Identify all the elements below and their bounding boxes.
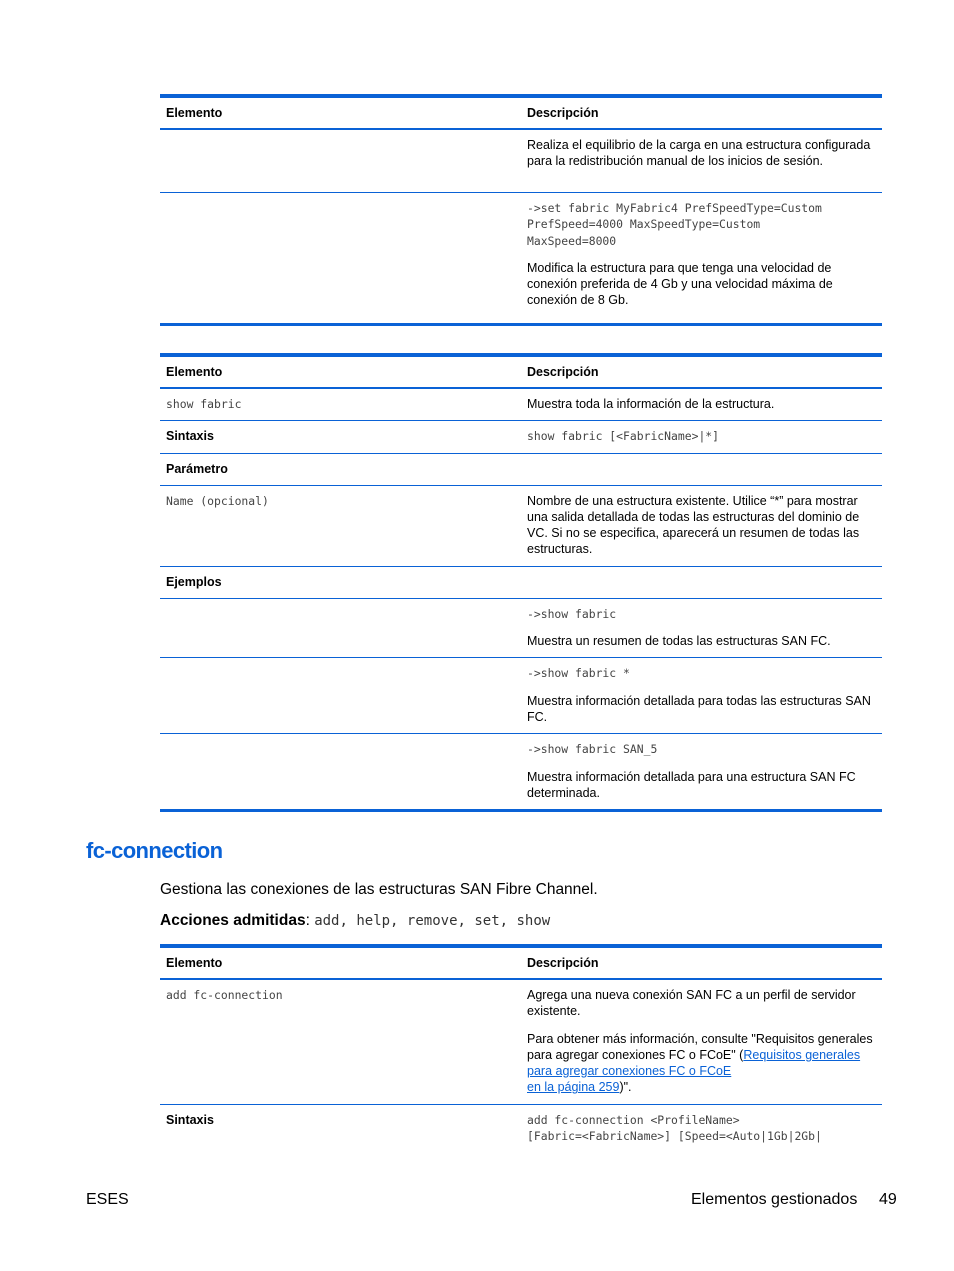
- example-description: Modifica la estructura para que tenga una velocidad de conexión preferida de 4 Gb y una velocidad máxima de conexión de 8 Gb.: [527, 260, 833, 308]
- footer-locale: ESES: [86, 1191, 129, 1208]
- examples-label: Ejemplos: [166, 574, 222, 589]
- table-row: [160, 980, 882, 1105]
- table-row: [160, 567, 882, 599]
- example-description: Muestra información detallada para todas las estructuras SAN FC.: [527, 693, 871, 724]
- item-description: Muestra toda la información de la estructura.: [527, 397, 775, 411]
- table-row: [160, 599, 882, 659]
- command-example: ->show fabric: [527, 606, 617, 621]
- table-show-fabric: [160, 353, 882, 812]
- table-row: [160, 193, 882, 323]
- example-description: Muestra información detallada para una estructura SAN FC determinada.: [527, 769, 856, 800]
- syntax-code: show fabric [<FabricName>|*]: [527, 429, 720, 444]
- actions-list: add, help, remove, set, show: [314, 913, 551, 929]
- item-command: show fabric: [166, 397, 242, 411]
- table-row: [160, 486, 882, 567]
- parameter-name: Name (opcional): [166, 493, 269, 508]
- actions-label: Acciones admitidas: [160, 912, 306, 929]
- header-elemento: Elemento: [166, 106, 223, 120]
- section-title: fc-connection: [86, 838, 223, 863]
- item-command: add fc-connection: [166, 988, 283, 1002]
- header-elemento: Elemento: [166, 956, 223, 970]
- requirements-link[interactable]: Requisitos generales para agregar conexiones FC o FCoE: [527, 1047, 861, 1079]
- command-example: ->show fabric *: [527, 666, 630, 681]
- row-description: Realiza el equilibrio de la carga en una estructura configurada para la redistribución manual de los inicios de sesión.: [527, 138, 871, 169]
- footer-chapter: Elementos gestionados: [691, 1191, 858, 1208]
- table-row: [160, 734, 882, 809]
- table-fc-connection: [160, 944, 882, 1152]
- table-row: [160, 421, 882, 453]
- page-reference-link[interactable]: en la página 259: [527, 1080, 620, 1095]
- table-row: [160, 658, 882, 734]
- table-header: [160, 98, 882, 130]
- command-example: ->show fabric SAN_5: [527, 742, 658, 757]
- header-descripcion: Descripción: [527, 106, 599, 120]
- header-descripcion: Descripción: [527, 365, 599, 379]
- example-description: Muestra un resumen de todas las estructuras SAN FC.: [527, 634, 831, 649]
- command-example: ->set fabric MyFabric4 PrefSpeedType=Custom PrefSpeed=4000 MaxSpeedType=Custom MaxSpeed=8000: [527, 201, 822, 248]
- syntax-label: Sintaxis: [166, 1112, 214, 1127]
- parameter-description: Nombre de una estructura existente. Utilice “*” para mostrar una salida detallada de todas las estructuras del dominio de VC. Si no se especifica, aparecerá un resumen de todas las estructuras.: [527, 493, 860, 557]
- table-row: [160, 454, 882, 486]
- actions-colon: :: [305, 912, 310, 929]
- table-set-fabric: [160, 94, 882, 326]
- parameter-label: Parámetro: [166, 461, 228, 476]
- section-intro: Gestiona las conexiones de las estructuras SAN Fibre Channel.: [160, 881, 598, 898]
- page-number: 49: [879, 1191, 897, 1208]
- syntax-label: Sintaxis: [166, 429, 214, 444]
- table-row: [160, 130, 882, 193]
- table-row: [160, 389, 882, 421]
- table-row: [160, 1105, 882, 1153]
- table-header: [160, 948, 882, 980]
- more-info: Para obtener más información, consulte "Requisitos generales para agregar conexiones FC o FCoE" (Requisitos generales para agregar conexiones FC o FCoE en la página 259)".: [527, 1031, 873, 1095]
- item-description: Agrega una nueva conexión SAN FC a un perfil de servidor existente.: [527, 988, 856, 1019]
- header-elemento: Elemento: [166, 365, 223, 379]
- supported-actions: [160, 912, 550, 930]
- header-descripcion: Descripción: [527, 956, 599, 970]
- syntax-code: add fc-connection <ProfileName> [Fabric=<FabricName>] [Speed=<Auto|1Gb|2Gb|: [527, 1112, 822, 1144]
- table-header: [160, 357, 882, 389]
